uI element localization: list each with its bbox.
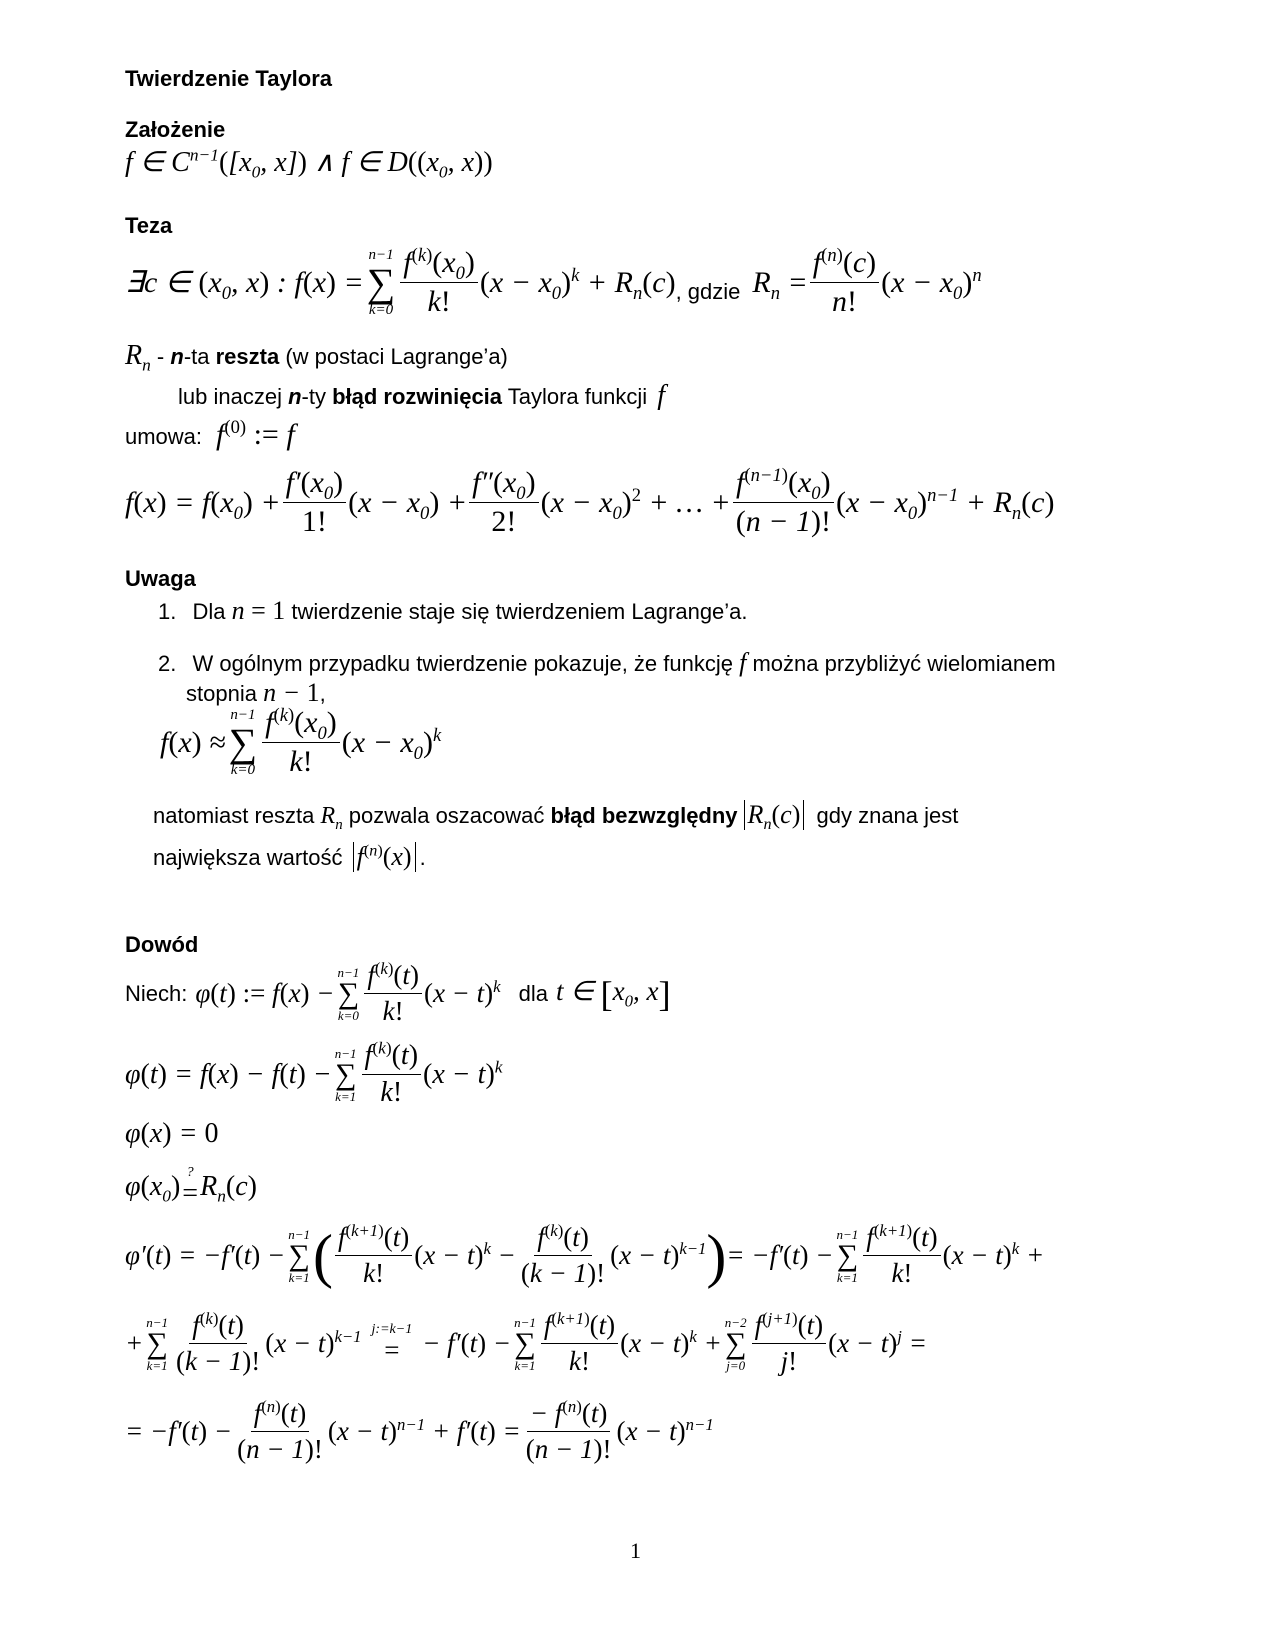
proof-derivative-line2: + n−1 ∑ k=1 $\frac{f^{(k)}(t)}{(k - 1)!}$ $(x - t)^{k-1}$ j:=k−1 = − f′(t) − n−1 ∑ k=1 $\frac{f^{(k+1)}(t)}{k!}$ $(x - t)^k$ + n−2 ∑ j=0 $\frac{f^{(j+1)}(t)}{j!}$ $(x - t)^j$ = xyxy=(125,1309,927,1376)
item2-text-a: W ogólnym przypadku twierdzenie pokazuje, że funkcję xyxy=(192,651,740,676)
remark-item-2-line3: natomiast reszta $R_n$ pozwala oszacować błąd bezwzględny $R_n(c)$ gdy znana jest xyxy=(153,800,959,834)
remark-heading: Uwaga xyxy=(125,566,196,591)
item2-text-i: . xyxy=(419,845,426,870)
item1-text-a: Dla xyxy=(192,599,232,624)
taylor-expansion-formula: $f(x) = f(x_0)$ + $\frac{f'(x_0)}{1!}$ $(x - x_0)$ + $\frac{f''(x_0)}{2!}$ $(x - x_0)^2$ + … + $\frac{f^{(n-1)}(x_0)}{(n - 1)!}$ $(x - x_0)^{n-1} + R_n(c)$ xyxy=(125,465,1055,538)
item2-text-h: największa wartość xyxy=(153,845,349,870)
item1-text-b: twierdzenie staje się twierdzeniem Lagrange’a. xyxy=(285,599,748,624)
item2-text-c: stopnia xyxy=(186,681,264,706)
polynomial-approximation-formula: f(x) ≈ n−1 ∑ k=0 $\frac{f^{(k)}(x_0)}{k!}$ $(x - x_0)^k$ xyxy=(160,705,442,778)
line2-bold: błąd rozwinięcia xyxy=(332,384,503,409)
remainder-note-line1: $R_n$ - n -ta reszta (w postaci Lagrange’a) xyxy=(125,340,508,375)
n-italic: n xyxy=(170,344,184,369)
ta-text: -ta xyxy=(183,344,216,369)
remark-item-2-line1: 2. W ogólnym przypadku twierdzenie pokazuje, że funkcję f można przybliżyć wielomianem xyxy=(158,648,1056,677)
item2-number: 2. xyxy=(158,651,177,676)
line2-c: Taylora funkcji xyxy=(502,384,654,409)
line2-a: lub inaczej xyxy=(178,384,289,409)
convention-label: umowa: xyxy=(125,424,203,449)
proof-phi-at-x: φ(x) = 0 xyxy=(125,1118,219,1149)
form-text: (w postaci Lagrange’a) xyxy=(279,344,508,369)
item1-number: 1. xyxy=(158,599,177,624)
thesis-heading: Teza xyxy=(125,213,173,238)
page-number: 1 xyxy=(630,1538,641,1563)
item2-text-d: , xyxy=(319,681,326,706)
remark-item-2-line4: największa wartość $f^{(n)}(x)$ . xyxy=(153,842,426,871)
proof-derivative-line3: = −f′(t) − $\frac{f^{(n)}(t)}{(n - 1)!}$ $(x - t)^{n-1} + f'(t)$ = $\frac{- f^{(n)}(t)}{(n - 1)!}$ $(x - t)^{n-1}$ xyxy=(125,1397,714,1464)
proof-derivative-line1: φ′(t) = −f′(t) − n−1 ∑ k=1 ( $\frac{f^{(k+1)}(t)}{k!}$ $(x - t)^k$ − $\frac{f^{(k)}(t)}{(k - 1)!}$ $(x - t)^{k-1}$ ) = −f′(t) − n−1 ∑ k=1 $\frac{f^{(k+1)}(t)}{k!}$ $(x - t)^k$ + xyxy=(125,1221,1045,1289)
dash-text: - xyxy=(150,344,171,369)
line2-n: n xyxy=(288,384,302,409)
document-title: Twierdzenie Taylora xyxy=(125,66,333,91)
gdzie-text: , gdzie xyxy=(675,278,741,304)
niech-text: Niech: xyxy=(125,980,188,1006)
proof-heading: Dowód xyxy=(125,932,199,957)
reszta-bold: reszta xyxy=(215,344,280,369)
item2-text-g: gdy znana jest xyxy=(810,803,959,828)
item2-bold: błąd bezwzględny xyxy=(550,803,738,828)
item2-text-e: natomiast reszta xyxy=(153,803,321,828)
assumption-heading: Założenie xyxy=(125,117,226,142)
proof-phi-expanded: φ(t) = f(x) − f(t) − n−1 ∑ k=1 $\frac{f^{(k)}(t)}{k!}$ $(x - t)^k$ xyxy=(125,1038,503,1108)
remark-item-1: 1. Dla n = 1 twierdzenie staje się twierdzeniem Lagrange’a. xyxy=(158,596,748,625)
thesis-formula: ∃c ∈ ($x_0$, x) : f(x) = n−1 ∑ k=0 $\frac{f^{(k)}(x_0)}{k!}$ $(x - x_0)^k + R_n(c)$ , gdzie $R_n$ = $\frac{f^{(n)}(c)}{n!}$ $(x - x_0)^n$ xyxy=(125,245,982,318)
assumption-formula: f ∈ $C^{n-1}([x_0$, x]) ∧ f ∈ $D((x_0$, x)) xyxy=(125,145,493,182)
item2-text-f: pozwala oszacować xyxy=(342,803,551,828)
line2-b: -ty xyxy=(301,384,333,409)
convention-line: umowa: $f^{(0)}$ := f xyxy=(125,417,295,451)
item2-text-b: można przybliżyć wielomianem xyxy=(746,651,1056,676)
dla-text: dla xyxy=(518,980,548,1006)
proof-phi-at-x0: $\varphi(x_0)$ ? = $R_n(c)$ xyxy=(125,1165,257,1209)
remainder-note-line2: lub inaczej n -ty błąd rozwinięcia Taylora funkcji f xyxy=(178,380,666,411)
remark-item-2-line2: stopnia n − 1, xyxy=(186,678,326,707)
proof-definition-line: Niech: φ(t) := f(x) − n−1 ∑ k=0 $\frac{f^{(k)}(t)}{k!}$ $(x - t)^k$ dla t ∈ [$x_0$, x] xyxy=(125,959,671,1026)
